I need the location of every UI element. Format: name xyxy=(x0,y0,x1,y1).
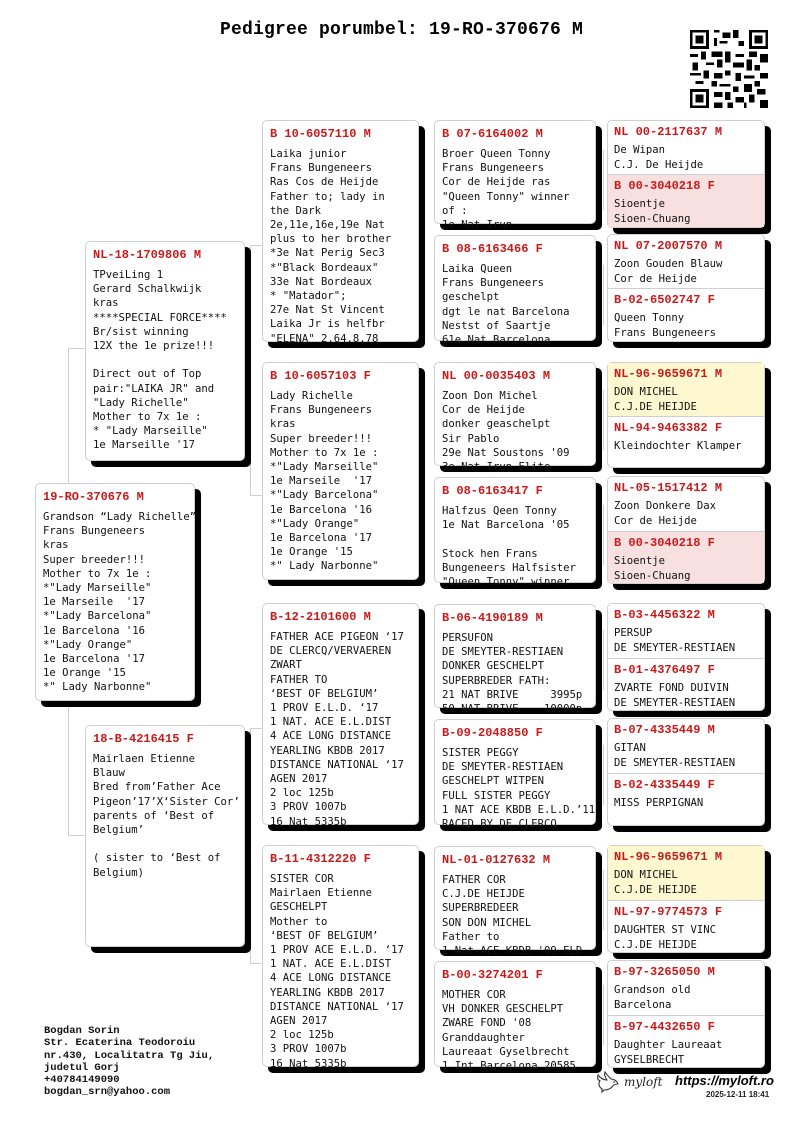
grandparent-card[interactable] xyxy=(262,362,419,580)
connector-line xyxy=(424,420,425,540)
pigeon-notes: PERSUFON DE SMEYTER-RESTIAEN DONKER GESCHELPT SUPERBREDER FATH: 21 NAT BRIVE 3995p 50 NAT BRIVE 10000p xyxy=(442,632,583,716)
great-great-grandparent-entry[interactable] xyxy=(608,846,764,900)
qr-code-icon xyxy=(690,30,768,108)
ring-number: B-07-4335449 M xyxy=(614,723,715,737)
connector-line xyxy=(250,963,262,964)
pigeon-notes: Lady Richelle Frans Bungeneers kras Super breeder!!! Mother to 7x 1e : *"Lady Marseille" 1e Marseile '17 *"Lady Barcelona" 1e Barcelona '16 *"Lady Orange" 1e Barcelona '17 1e Orange '15 *" Lady Narbonne" xyxy=(270,390,379,573)
great-great-grandparents-pair xyxy=(607,845,765,953)
ring-number: B-97-4432650 F xyxy=(614,1020,715,1034)
website-link[interactable]: https://myloft.ro xyxy=(675,1073,774,1088)
connector-line xyxy=(603,630,604,690)
ring-number: B 10-6057103 F xyxy=(270,369,371,383)
connector-line xyxy=(68,348,69,486)
great-grandparent-card[interactable] xyxy=(434,604,596,716)
connector-line xyxy=(250,245,262,246)
owner-contact: Bogdan Sorin Str. Ecaterina Teodoroiu nr.430, Localitatra Tg Jiu, judetul Gorj +40784149090 bogdan_srn@yahoo.com xyxy=(44,1025,215,1099)
connector-line xyxy=(68,835,84,836)
ring-number: NL-94-9463382 F xyxy=(614,421,723,435)
bird-logo-icon xyxy=(595,1071,621,1093)
father-card[interactable] xyxy=(85,241,245,461)
great-great-grandparent-entry[interactable] xyxy=(608,719,764,773)
great-great-grandparent-entry[interactable] xyxy=(608,363,764,416)
ring-number: NL 00-0035403 M xyxy=(442,369,551,383)
great-grandparent-card[interactable] xyxy=(434,477,596,589)
grandparent-card[interactable] xyxy=(262,845,419,1070)
connector-line xyxy=(603,505,604,565)
pigeon-notes: Grandson old Barcelona xyxy=(614,984,691,1011)
pigeon-notes: TPveiLing 1 Gerard Schalkwijk kras ****SPECIAL FORCE**** Br/sist winning 12X the 1e prize!!! Direct out of Top pair:"LAIKA JR" and "Lady Richelle" Mother to 7x 1e : * "Lady Marseille" 1e Marseille '17 xyxy=(93,269,227,452)
timestamp: 2025-12-11 18:41 xyxy=(706,1090,770,1099)
grandparent-card[interactable] xyxy=(262,603,419,828)
pigeon-notes: Laika junior Frans Bungeneers Ras Cos de Heijde Father to; lady in the Dark 2e,11e,16e,19e Nat plus to her brother *3e Nat Perig Sec3 *"Black Bordeaux" 33e Nat Bordeaux * "Matador"; 27e Nat St Vincent Laika Jr is helfbr "ELENA" 2,64,8,78 xyxy=(270,148,392,345)
page-title: Pedigree porumbel: 19-RO-370676 M xyxy=(220,20,584,40)
mother-card[interactable] xyxy=(85,725,245,947)
ring-number: B-02-4335449 F xyxy=(614,778,715,792)
connector-line xyxy=(68,348,84,349)
logo-text: myloft xyxy=(624,1075,663,1089)
pigeon-notes: MOTHER COR VH DONKER GESCHELPT ZWARE FOND '08 Granddaughter Laureaat Gyselbrecht 1 Int Barcelona 20585 xyxy=(442,989,576,1073)
great-great-grandparents-pair xyxy=(607,603,765,711)
pigeon-notes: Kleindochter Klamper xyxy=(614,440,742,452)
ring-number: NL-96-9659671 M xyxy=(614,850,723,864)
ring-number: B-02-6502747 F xyxy=(614,293,715,307)
pigeon-card[interactable] xyxy=(35,483,195,701)
ring-number: 18-B-4216415 F xyxy=(93,732,194,746)
connector-line xyxy=(603,390,604,450)
connector-line xyxy=(603,870,604,930)
pigeon-notes: Halfzus Qeen Tonny 1e Nat Barcelona '05 Stock hen Frans Bungeneers Halfsister "Queen Tonny" winner xyxy=(442,505,576,589)
connector-line xyxy=(603,985,604,1045)
pigeon-notes: FATHER COR C.J.DE HEIJDE SUPERBREDEER SON DON MICHEL Father to 1 Nat ACE KBDB '09 ELD xyxy=(442,874,583,958)
connector-line xyxy=(603,265,604,325)
pigeon-notes: FATHER ACE PIGEON ‘17 DE CLERCQ/VERVAEREN ZWART FATHER TO ‘BEST OF BELGIUM’ 1 PROV E.L.D. ‘17 1 NAT. ACE E.L.DIST 4 ACE LONG DISTANCE YEARLING KBDB 2017 DISTANCE NATIONAL ‘17 AGEN 2017 2 loc 125b 3 PROV 1007b 16 Nat 5335b xyxy=(270,631,404,828)
connector-line xyxy=(424,185,425,305)
great-great-grandparents-pair xyxy=(607,718,765,826)
pigeon-notes: SISTER COR Mairlaen Etienne GESCHELPT Mother to ‘BEST OF BELGIUM’ 1 PROV ACE E.L.D. ‘17 1 NAT. ACE E.L.DIST 4 ACE LONG DISTANCE YEARLING KBDB 2017 DISTANCE NATIONAL ‘17 AGEN 2017 2 loc 125b 3 PROV 1007b 16 Nat 5335b xyxy=(270,873,404,1070)
pigeon-notes: SISTER PEGGY DE SMEYTER-RESTIAEN GESCHELPT WITPEN FULL SISTER PEGGY 1 NAT ACE KBDB E.L.D.’11 RACED BY DE CLERCQ xyxy=(442,747,596,831)
ring-number: NL-05-1517412 M xyxy=(614,481,723,495)
ring-number: NL-01-0127632 M xyxy=(442,853,551,867)
connector-line xyxy=(68,705,69,835)
pigeon-notes: Sioentje Sioen-Chuang xyxy=(614,555,691,582)
ring-number: B-03-4456322 M xyxy=(614,608,715,622)
ring-number: NL-97-9774573 F xyxy=(614,905,723,919)
great-grandparent-card[interactable] xyxy=(434,719,596,831)
pigeon-notes: Zoon Gouden Blauw Cor de Heijde xyxy=(614,258,723,285)
connector-line xyxy=(250,245,251,495)
ring-number: B 08-6163466 F xyxy=(442,242,543,256)
connector-line xyxy=(250,728,251,963)
ring-number: B-00-3274201 F xyxy=(442,968,543,982)
connector-line xyxy=(424,900,425,1020)
connector-line xyxy=(250,495,262,496)
ring-number: B 07-6164002 M xyxy=(442,127,543,141)
pigeon-notes: De Wipan C.J. De Heijde xyxy=(614,144,704,171)
pigeon-notes: DON MICHEL C.J.DE HEIJDE xyxy=(614,386,697,413)
great-grandparent-card[interactable] xyxy=(434,120,596,232)
great-grandparent-card[interactable] xyxy=(434,961,596,1073)
great-great-grandparents-pair xyxy=(607,960,765,1068)
great-great-grandparent-entry[interactable] xyxy=(608,531,764,583)
ring-number: 19-RO-370676 M xyxy=(43,490,144,504)
pigeon-notes: Daughter Laureaat GYSELBRECHT xyxy=(614,1039,723,1066)
pigeon-notes: Sioentje Sioen-Chuang xyxy=(614,198,691,225)
ring-number: B 00-3040218 F xyxy=(614,536,715,550)
great-great-grandparent-entry[interactable] xyxy=(608,477,764,531)
ring-number: B-97-3265050 M xyxy=(614,965,715,979)
ring-number: B-12-2101600 M xyxy=(270,610,371,624)
pigeon-notes: DON MICHEL C.J.DE HEIJDE xyxy=(614,869,697,896)
great-great-grandparents-pair xyxy=(607,362,765,468)
connector-line xyxy=(603,745,604,805)
great-great-grandparent-entry[interactable] xyxy=(608,1015,764,1067)
ring-number: B-06-4190189 M xyxy=(442,611,543,625)
connector-line xyxy=(424,660,425,780)
great-grandparent-card[interactable] xyxy=(434,846,596,958)
pigeon-notes: Zoon Don Michel Cor de Heijde donker geaschelpt Sir Pablo 29e Nat Soustons '09 3e Nat Irun Elite xyxy=(442,390,570,474)
pigeon-notes: Broer Queen Tonny Frans Bungeneers Cor de Heijde ras "Queen Tonny" winner of : 1e Nat Irun xyxy=(442,148,570,232)
ring-number: NL 07-2007570 M xyxy=(614,239,723,253)
ring-number: B-11-4312220 F xyxy=(270,852,371,866)
great-great-grandparents-pair xyxy=(607,234,765,342)
great-great-grandparent-entry[interactable] xyxy=(608,174,764,227)
pigeon-notes: Mairlaen Etienne Blauw Bred from’Father Ace Pigeon’17’X‘Sister Cor’ parents of ‘Best of Belgium’ ( sister to ‘Best of Belgium) xyxy=(93,753,240,879)
pigeon-notes: MISS PERPIGNAN xyxy=(614,797,704,809)
pigeon-notes: Grandson “Lady Richelle” Frans Bungeneers kras Super breeder!!! Mother to 7x 1e : *"Lady Marseille" 1e Marseile '17 *"Lady Barcelona" 1e Barcelona '16 *"Lady Orange" 1e Barcelona '17 1e Orange '15 *" Lady Narbonne" xyxy=(43,511,197,694)
great-great-grandparents-pair xyxy=(607,476,765,584)
great-great-grandparent-entry[interactable] xyxy=(608,604,764,658)
great-great-grandparent-entry[interactable] xyxy=(608,961,764,1015)
pigeon-notes: ZVARTE FOND DUIVIN DE SMEYTER-RESTIAEN xyxy=(614,682,736,709)
myloft-logo[interactable] xyxy=(595,1071,662,1093)
ring-number: NL 00-2117637 M xyxy=(614,125,723,139)
pigeon-notes: PERSUP DE SMEYTER-RESTIAEN xyxy=(614,627,736,654)
ring-number: B 08-6163417 F xyxy=(442,484,543,498)
great-great-grandparents-pair xyxy=(607,120,765,228)
great-great-grandparent-entry[interactable] xyxy=(608,235,764,288)
great-great-grandparent-entry[interactable] xyxy=(608,773,764,825)
ring-number: B 00-3040218 F xyxy=(614,179,715,193)
great-great-grandparent-entry[interactable] xyxy=(608,416,764,467)
pigeon-notes: Laika Queen Frans Bungeneers geschelpt dgt le nat Barcelona Nestst of Saartje 61e Nat Barcelona xyxy=(442,263,570,347)
connector-line xyxy=(250,728,262,729)
great-great-grandparent-entry[interactable] xyxy=(608,658,764,710)
great-great-grandparent-entry[interactable] xyxy=(608,900,764,952)
pigeon-notes: Zoon Donkere Dax Cor de Heijde xyxy=(614,500,717,527)
pigeon-notes: GITAN DE SMEYTER-RESTIAEN xyxy=(614,742,736,769)
grandparent-card[interactable] xyxy=(262,120,419,345)
ring-number: B-01-4376497 F xyxy=(614,663,715,677)
pigeon-notes: DAUGHTER ST VINC C.J.DE HEIJDE xyxy=(614,924,717,951)
ring-number: B 10-6057110 M xyxy=(270,127,371,141)
great-grandparent-card[interactable] xyxy=(434,235,596,347)
connector-line xyxy=(603,150,604,210)
pigeon-notes: Queen Tonny Frans Bungeneers xyxy=(614,312,717,339)
ring-number: NL-18-1709806 M xyxy=(93,248,202,262)
great-great-grandparent-entry[interactable] xyxy=(608,288,764,341)
great-grandparent-card[interactable] xyxy=(434,362,596,474)
great-great-grandparent-entry[interactable] xyxy=(608,121,764,174)
ring-number: NL-96-9659671 M xyxy=(614,367,723,381)
ring-number: B-09-2048850 F xyxy=(442,726,543,740)
